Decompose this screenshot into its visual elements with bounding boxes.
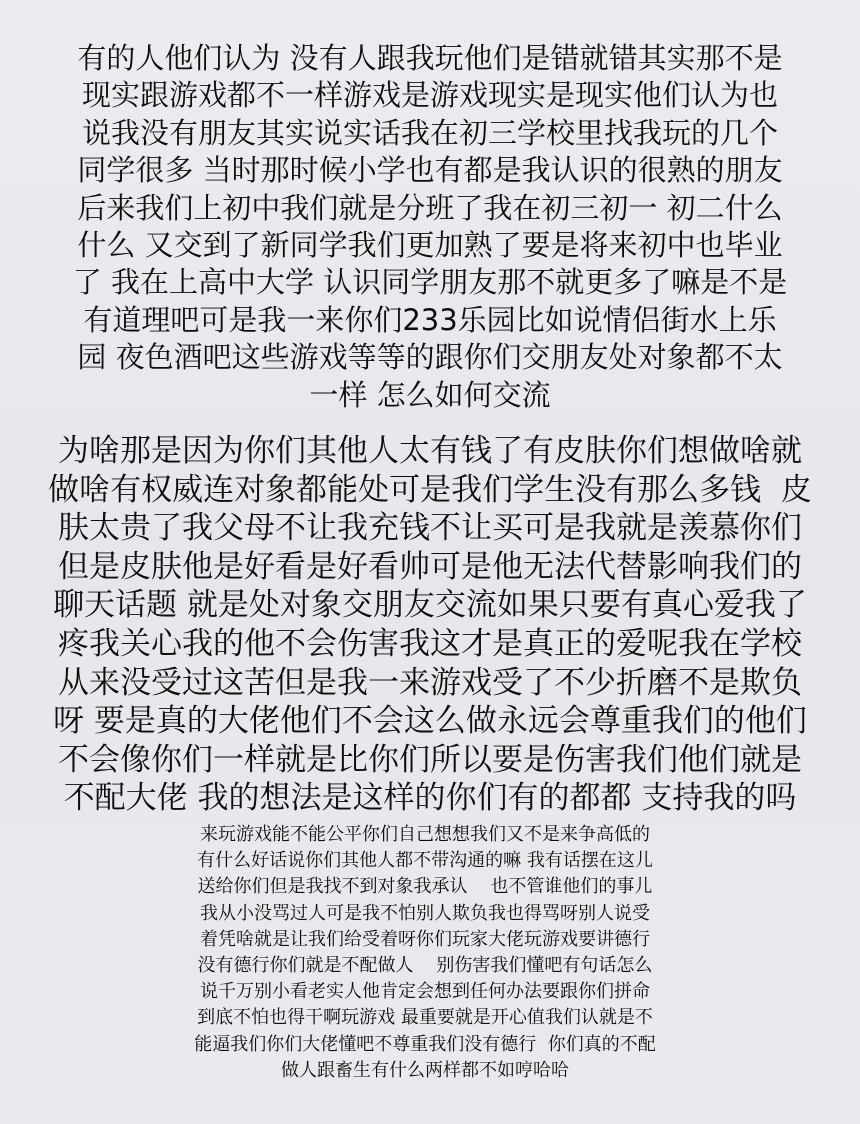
text-line: 来玩游戏能不能公平你们自己想想我们又不是来争高低的 [200, 824, 650, 845]
text-line: 做人跟畜生有什么两样都不如哼哈哈 [281, 1059, 569, 1081]
text-line: 不配大佬 我的想法是这样的你们有的都都 支持我的吗 [63, 780, 797, 817]
text-line: 园 夜色酒吧这些游戏等等的跟你们交朋友处对象都不太 [77, 340, 783, 375]
text-line: 什么 又交到了新同学我们更加熟了要是将来初中也毕业 [77, 228, 783, 263]
text-line: 说我没有朋友其实说实话我在初三学校里找我玩的几个 [81, 115, 778, 150]
text-line: 有道理吧可是我一来你们233乐园比如说情侣街水上乐 [83, 302, 777, 337]
text-line: 做啥有权威连对象都能处可是我们学生没有那么多钱 皮 [48, 471, 812, 508]
text-line: 能逼我们你们大佬懂吧不尊重我们没有德行 你们真的不配 [194, 1033, 656, 1055]
paragraph-1 [0, 40, 860, 414]
text-line: 聊天话题 就是处对象交朋友交流如果只要有真心爱我了 [53, 587, 807, 624]
text-line: 肤太贵了我父母不让我充钱不让买可是我就是羡慕你们 [58, 510, 802, 547]
text-line: 现实跟游戏都不一样游戏是游戏现实是现实他们认为也 [81, 78, 778, 113]
text-line: 有的人他们认为 没有人跟我玩他们是错就错其实那不是 [77, 41, 783, 75]
text-line: 从来没受过这苦但是我一来游戏受了不少折磨不是欺负 [58, 664, 802, 701]
text-line: 同学很多 当时那时候小学也有都是我认识的很熟的朋友 [77, 153, 783, 188]
text-line: 送给你们但是我找不到对象我承认 也不管谁他们的事儿 [197, 876, 653, 898]
text-line: 疼我关心我的他不会伤害我这才是真正的爱呢我在学校 [58, 625, 802, 662]
text-line: 了 我在上高中大学 认识同学朋友那不就更多了嘛是不是 [72, 265, 788, 300]
paragraph-2 [0, 432, 860, 818]
text-line: 但是皮肤他是好看是好看帅可是他无法代替影响我们的 [58, 548, 802, 585]
text-line: 一样 怎么如何交流 [309, 377, 551, 412]
text-line: 呀 要是真的大佬他们不会这么做永远会尊重我们的他们 [53, 703, 807, 740]
text-line: 为啥那是因为你们其他人太有钱了有皮肤你们想做啥就 [58, 433, 802, 469]
text-line: 没有德行你们就是不配做人 别伤害我们懂吧有句话怎么 [197, 955, 653, 977]
text-line: 后来我们上初中我们就是分班了我在初三初一 初二什么 [77, 190, 783, 225]
text-line: 有什么好话说你们其他人都不带沟通的嘛 我有话摆在这儿 [197, 850, 653, 872]
text-line: 着凭啥就是让我们给受着呀你们玩家大佬玩游戏要讲德行 [200, 928, 650, 950]
text-line: 到底不怕也得干啊玩游戏 最重要就是开心值我们认就是不 [197, 1007, 653, 1029]
paragraph-3 [0, 822, 855, 1084]
text-line: 我从小没骂过人可是我不怕别人欺负我也得骂呀别人说受 [200, 902, 650, 924]
text-line: 不会像你们一样就是比你们所以要是伤害我们他们就是 [58, 741, 802, 778]
text-line: 说千万别小看老实人他肯定会想到任何办法要跟你们拼命 [200, 981, 650, 1003]
